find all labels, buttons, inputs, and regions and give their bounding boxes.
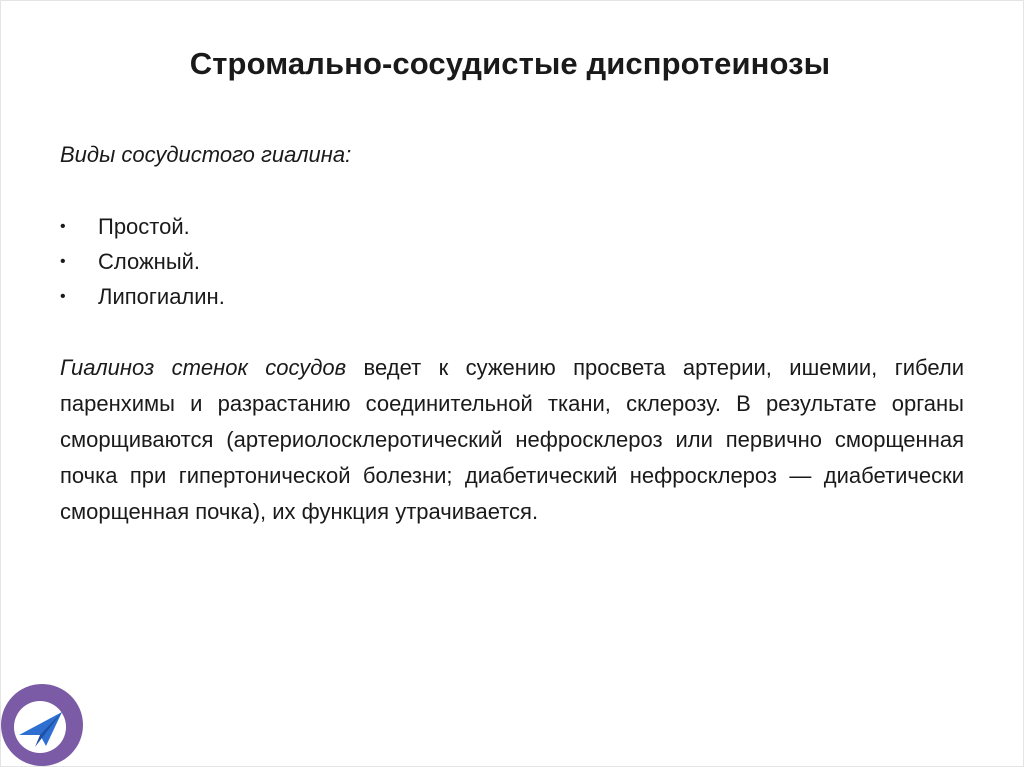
bullet-list bbox=[60, 209, 225, 314]
bullet-marker: • bbox=[60, 253, 66, 270]
bullet-label: Липогиалин. bbox=[98, 284, 225, 309]
bullet-marker: • bbox=[60, 218, 66, 235]
paper-plane-icon bbox=[0, 683, 84, 767]
subtitle: Виды сосудистого гиалина: bbox=[60, 142, 352, 167]
bullet-label: Сложный. bbox=[98, 249, 201, 274]
list-item bbox=[60, 279, 225, 314]
logo-badge[interactable] bbox=[0, 683, 84, 767]
slide-title: Стромально-сосудистые диспротеинозы bbox=[189, 46, 831, 81]
list-item bbox=[60, 209, 225, 244]
paragraph-text: ведет к сужению просвета артерии, ишемии, гибели паренхимы и разрастанию соединительной ткани, склерозу. В результате органы сморщиваются (артериолосклеротический нефросклероз или первично сморщенная почка при гипертонической болезни; диабетический нефросклероз — диабетически сморщенная почка), их функция утрачивается. bbox=[60, 355, 964, 524]
bullet-label: Простой. bbox=[98, 214, 190, 239]
bullet-marker: • bbox=[60, 288, 66, 305]
list-item bbox=[60, 244, 225, 279]
body-paragraph bbox=[60, 350, 964, 530]
paragraph-emphasis: Гиалиноз стенок сосудов bbox=[60, 355, 347, 380]
